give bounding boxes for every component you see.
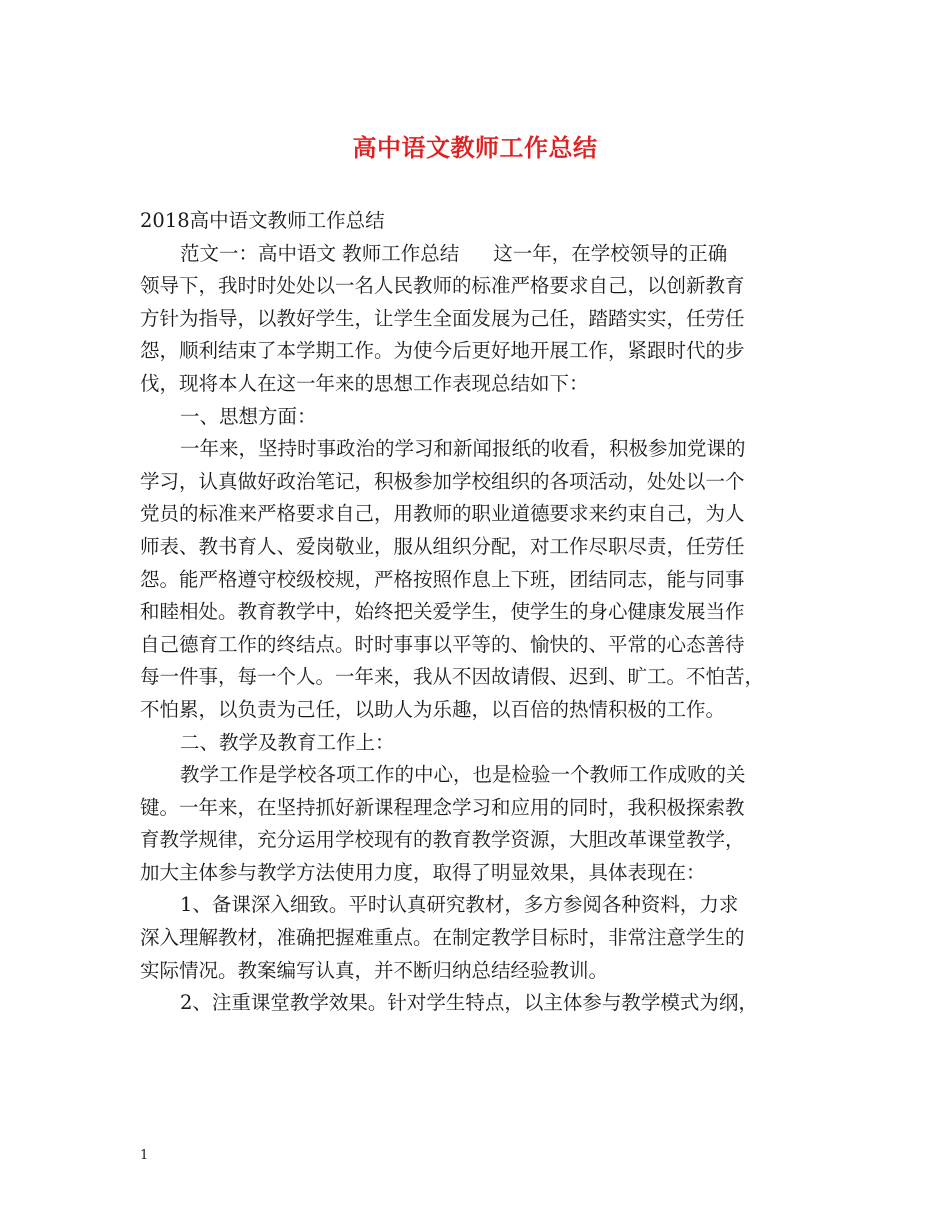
page-number: 1: [140, 1148, 149, 1163]
body-line: 党员的标准来严格要求自己，用教师的职业道德要求来约束自己，为人: [140, 502, 745, 526]
body-line: 不怕累，以负责为己任，以助人为乐趣，以百倍的热情积极的工作。: [140, 697, 726, 721]
body-line: [140, 238, 826, 271]
body-line: 一年来，坚持时事政治的学习和新闻报纸的收看，积极参加党课的: [180, 437, 746, 461]
body-line: 2、注重课堂教学效果。针对学生特点，以主体参与教学模式为纲，: [180, 991, 758, 1015]
body-line: 实际情况。教案编写认真，并不断归纳总结经验教训。: [140, 958, 609, 982]
body-line: 怨。能严格遵守校级校规，严格按照作息上下班，团结同志，能与同事: [140, 567, 745, 591]
document-title: 高中语文教师工作总结: [352, 133, 598, 162]
body-line: 教学工作是学校各项工作的中心，也是检验一个教师工作成败的关: [180, 763, 746, 787]
body-line: 怨，顺利结束了本学期工作。为使今后更好地开展工作，紧跟时代的步: [140, 339, 745, 363]
body-line: 和睦相处。教育教学中，始终把关爱学生，使学生的身心健康发展当作: [140, 600, 745, 624]
body-line: 领导下，我时时处处以一名人民教师的标准严格要求自己，以创新教育: [140, 274, 745, 298]
body-line: 加大主体参与教学方法使用力度，取得了明显效果，具体表现在：: [140, 860, 706, 884]
body-line: 自己德育工作的终结点。时时事事以平等的、愉快的、平常的心态善待: [140, 632, 745, 656]
body-line: 深入理解教材，准确把握难重点。在制定教学目标时，非常注意学生的: [140, 926, 745, 950]
body-line: 伐，现将本人在这一年来的思想工作表现总结如下：: [140, 371, 589, 395]
document-body: [140, 205, 826, 1020]
subtitle-line: 2018高中语文教师工作总结: [140, 209, 385, 232]
body-line: 育教学规律，充分运用学校现有的教育教学资源，大胆改革课堂教学，: [140, 828, 745, 852]
body-line: 师表、教书育人、爱岗敬业，服从组织分配，对工作尽职尽责，任劳任: [140, 534, 745, 558]
intro-text: 这一年，在学校领导的正确: [493, 241, 728, 265]
body-line: 每一件事，每一个人。一年来，我从不因故请假、迟到、旷工。不怕苦，: [140, 665, 765, 689]
body-line: 1、备课深入细致。平时认真研究教材，多方参阅各种资料，力求: [180, 893, 739, 917]
body-line: 键。一年来，在坚持抓好新课程理念学习和应用的同时，我积极探索教: [140, 795, 745, 819]
section-heading: 一、思想方面：: [180, 404, 317, 428]
body-line: 学习，认真做好政治笔记，积极参加学校组织的各项活动，处处以一个: [140, 469, 745, 493]
intro-label: 范文一：高中语文 教师工作总结: [180, 241, 460, 265]
body-line: 方针为指导，以教好学生，让学生全面发展为己任，踏踏实实，任劳任: [140, 306, 745, 330]
section-heading: 二、教学及教育工作上：: [180, 730, 395, 754]
